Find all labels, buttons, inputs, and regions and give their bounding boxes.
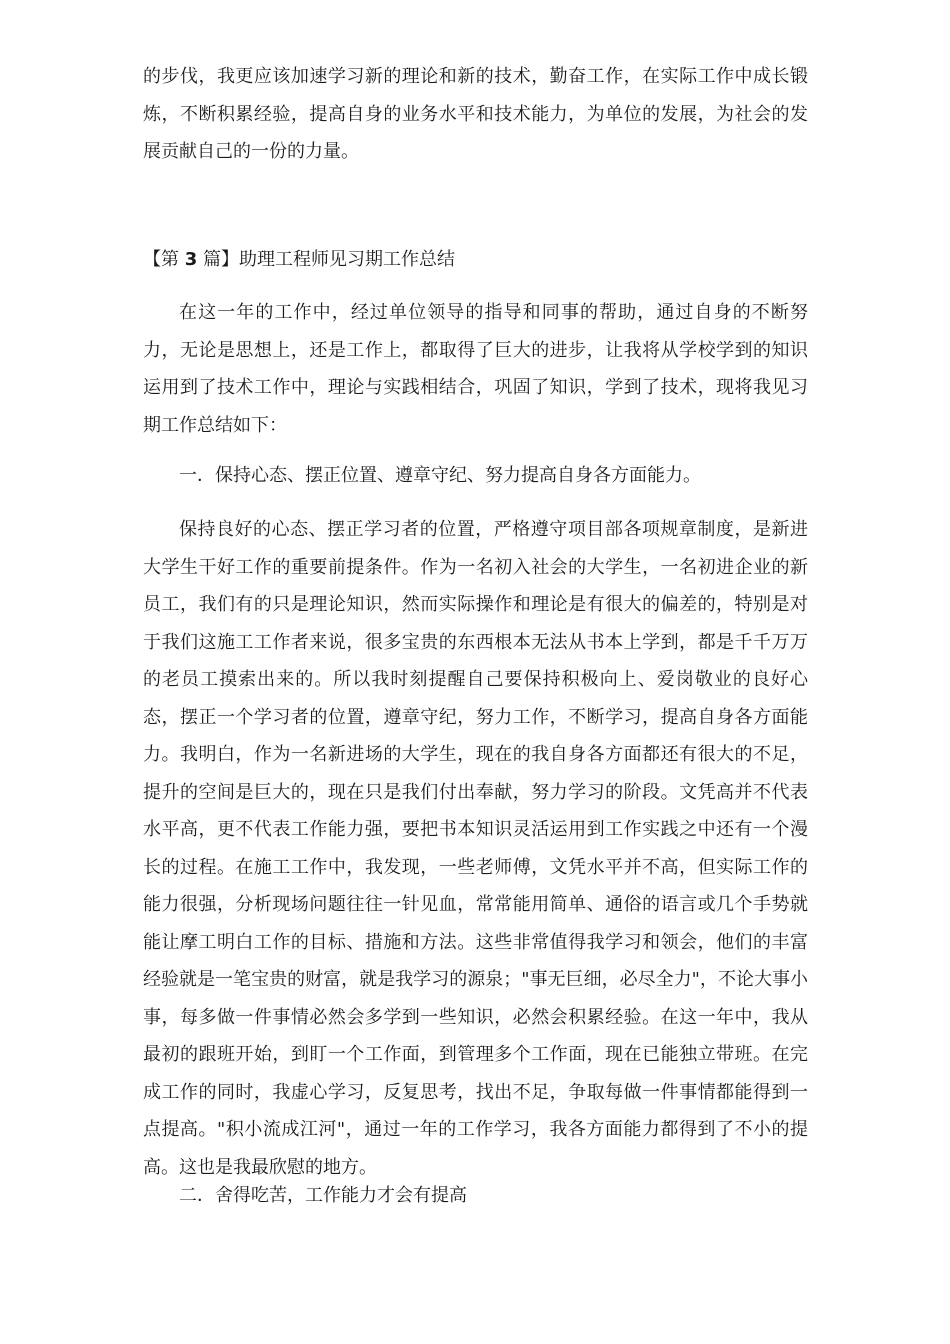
opening-block: [143, 294, 808, 444]
heading-article-title: 助理工程师见习期工作总结: [239, 249, 455, 270]
heading-bracket-open: 【第: [143, 249, 185, 270]
heading-article-number: 3: [184, 249, 198, 270]
heading-bracket-close: 篇】: [197, 249, 239, 270]
article-heading: [143, 241, 808, 279]
section-one-block: [143, 511, 808, 1186]
section-one-body: 保持良好的心态、摆正学习者的位置，严格遵守项目部各项规章制度，是新进大学生干好工作的重要前提条件。作为一名初入社会的大学生，一名初进企业的新员工，我们有的只是理论知识，然而实际操作和理论是有很大的偏差的，特别是对于我们这施工工作者来说，很多宝贵的东西根本无法从书本上学到，都是千千万万的老员工摸索出来的。所以我时刻提醒自己要保持积极向上、爱岗敬业的良好心态，摆正一个学习者的位置，遵章守纪，努力工作，不断学习，提高自身各方面能力。我明白，作为一名新进场的大学生，现在的我自身各方面都还有很大的不足，提升的空间是巨大的，现在只是我们付出奉献，努力学习的阶段。文凭高并不代表水平高，更不代表工作能力强，要把书本知识灵活运用到工作实践之中还有一个漫长的过程。在施工工作中，我发现，一些老师傅，文凭水平并不高，但实际工作的能力很强，分析现场问题往往一针见血，常常能用简单、通俗的语言或几个手势就能让摩工明白工作的目标、措施和方法。这些非常值得我学习和领会，他们的丰富经验就是一笔宝贵的财富，就是我学习的源泉；"事无巨细，必尽全力"，不论大事小事，每多做一件事情必然会多学到一些知识，必然会积累经验。在这一年中，我从最初的跟班开始，到盯一个工作面，到管理多个工作面，现在已能独立带班。在完成工作的同时，我虚心学习，反复思考，找出不足，争取每做一件事情都能得到一点提高。"积小流成江河"，通过一年的工作学习，我各方面能力都得到了不小的提高。这也是我最欣慰的地方。: [143, 519, 808, 1178]
section-one-title: 一．保持心态、摆正位置、遵章守纪、努力提高自身各方面能力。: [179, 465, 701, 486]
intro-continuation-paragraph: 的步伐，我更应该加速学习新的理论和新的技术，勤奋工作，在实际工作中成长锻炼，不断积累经验，提高自身的业务水平和技术能力，为单位的发展，为社会的发展贡献自己的一份的力量。: [143, 66, 808, 162]
section-two-title: 二．舍得吃苦，工作能力才会有提高: [179, 1185, 467, 1206]
intro-continuation-block: [143, 58, 808, 171]
opening-paragraph: 在这一年的工作中，经过单位领导的指导和同事的帮助，通过自身的不断努力，无论是思想上，还是工作上，都取得了巨大的进步，让我将从学校学到的知识运用到了技术工作中，理论与实践相结合，巩固了知识，学到了技术，现将我见习期工作总结如下：: [143, 302, 808, 436]
